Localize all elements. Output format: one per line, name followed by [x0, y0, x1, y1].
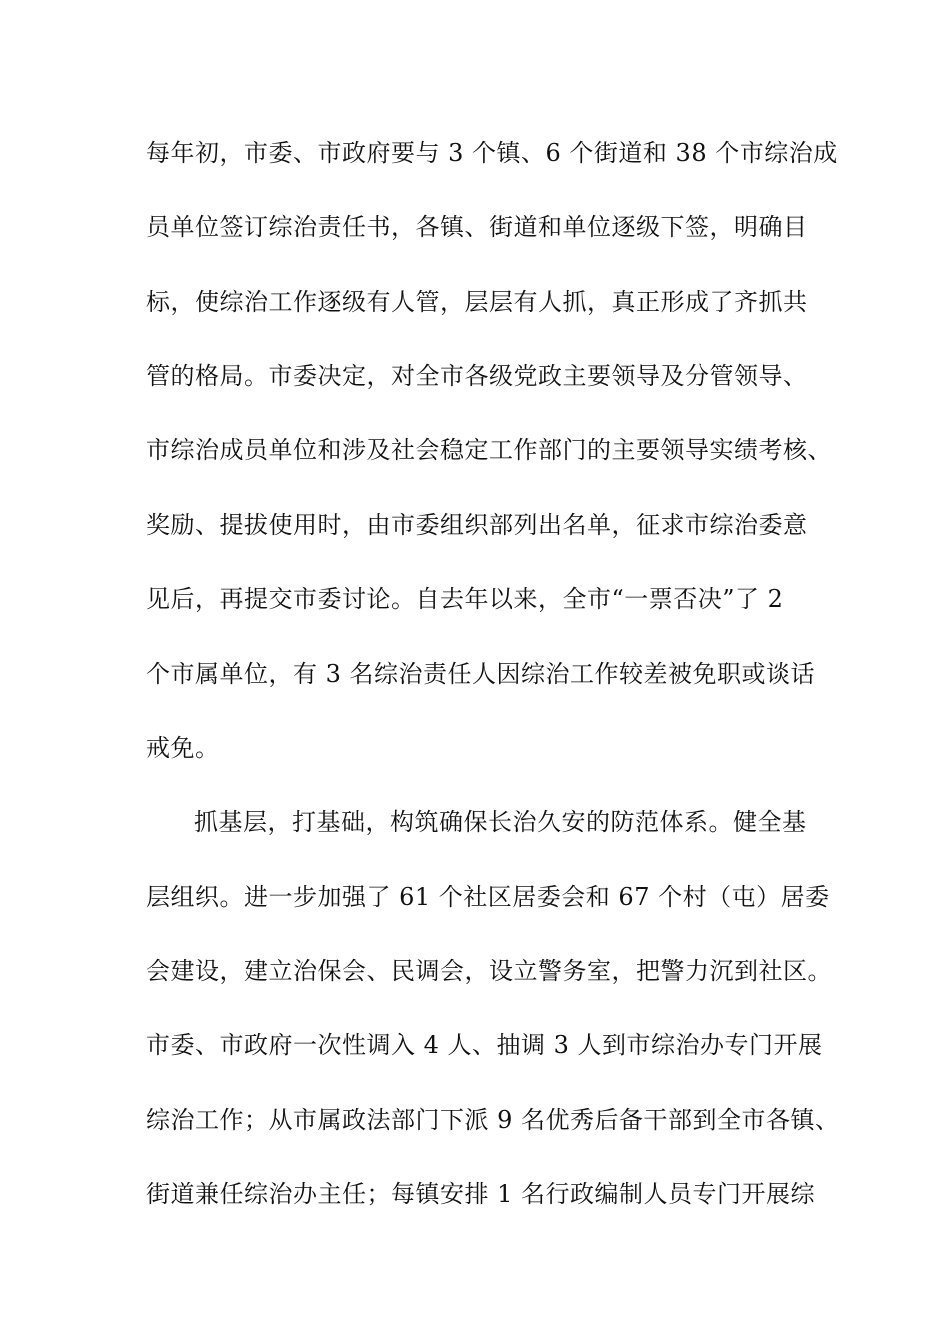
paragraph-line: 市综治成员单位和涉及社会稳定工作部门的主要领导实绩考核、: [146, 436, 832, 464]
paragraph-line: 见后，再提交市委讨论。自去年以来，全市“一票否决”了 2: [146, 585, 784, 613]
paragraph-line: 标，使综治工作逐级有人管，层层有人抓，真正形成了齐抓共: [146, 288, 808, 316]
paragraph-line: 层组织。进一步加强了 61 个社区居委会和 67 个村（屯）居委: [146, 883, 830, 911]
paragraph-line: 综治工作；从市属政法部门下派 9 名优秀后备干部到全市各镇、: [146, 1106, 840, 1134]
paragraph-line: 市委、市政府一次性调入 4 人、抽调 3 人到市综治办专门开展: [146, 1031, 823, 1059]
paragraph-line: 会建设，建立治保会、民调会，设立警务室，把警力沉到社区。: [146, 957, 832, 985]
paragraph-line: 管的格局。市委决定，对全市各级党政主要领导及分管领导、: [146, 362, 808, 390]
paragraph-line: 每年初，市委、市政府要与 3 个镇、6 个街道和 38 个市综治成: [146, 139, 838, 167]
paragraph-line: 奖励、提拔使用时，由市委组织部列出名单，征求市综治委意: [146, 511, 808, 539]
paragraph-line: 戒免。: [146, 734, 220, 762]
paragraph-line: 街道兼任综治办主任；每镇安排 1 名行政编制人员专门开展综: [146, 1180, 816, 1208]
paragraph-line: 抓基层，打基础，构筑确保长治久安的防范体系。健全基: [194, 808, 807, 836]
paragraph-line: 员单位签订综治责任书，各镇、街道和单位逐级下签，明确目: [146, 213, 808, 241]
paragraph-line: 个市属单位，有 3 名综治责任人因综治工作较差被免职或谈话: [146, 660, 816, 688]
